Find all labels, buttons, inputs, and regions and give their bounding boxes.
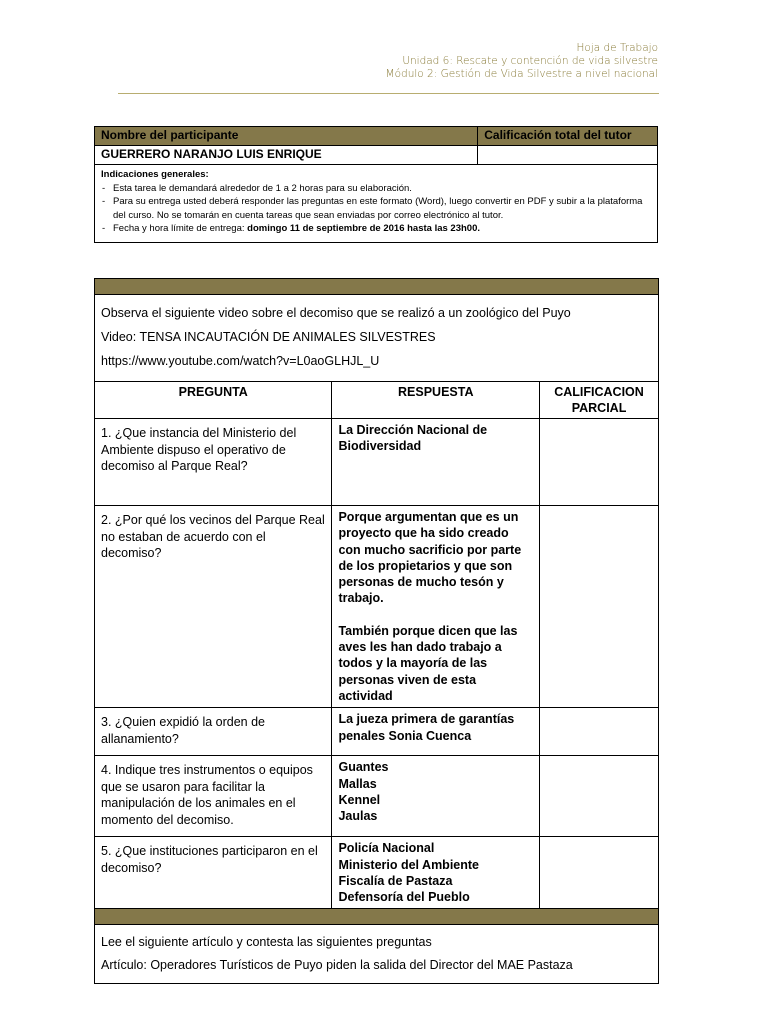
indication-item-deadline — [101, 222, 651, 236]
question-cell: 4. Indique tres instrumentos o equipos que se usaron para facilitar la manipulación de los animales en el momento del decomiso. — [95, 756, 332, 837]
video-title: Video: TENSA INCAUTACIÓN DE ANIMALES SILVESTRES — [101, 330, 436, 344]
answer-line: Porque argumentan que es un proyecto que ha sido creado con mucho sacrificio por parte de los propietarios y que son personas de mucho tesón y trabajo. — [338, 510, 522, 606]
column-header-answer: RESPUESTA — [332, 382, 540, 419]
answer-cell[interactable] — [332, 419, 540, 506]
answer-line: Jaulas — [338, 809, 378, 824]
document-header — [386, 42, 658, 81]
indications-list — [101, 182, 651, 236]
answer-line: La jueza primera de garantías penales Sonia Cuenca — [338, 712, 515, 743]
indications-title: Indicaciones generales: — [101, 169, 209, 180]
header-line-1: Hoja de Trabajo — [576, 42, 658, 54]
deadline-label: Fecha y hora límite de entrega: — [113, 223, 248, 234]
indication-item: - Para su entrega usted deberá responder las preguntas en este formato (Word), luego convertir en PDF y subir a la plataforma del curso. No se tomarán en cuenta tareas que sean enviadas por correo electrónico al tutor. — [101, 195, 651, 222]
grade-cell[interactable] — [540, 837, 659, 909]
participant-table — [94, 126, 658, 243]
answer-line: También porque dicen que las aves les han dado trabajo a todos y la mayoría de las personas viven de esta actividad — [338, 623, 518, 703]
tutor-grade-cell[interactable] — [478, 146, 658, 165]
answer-line: La Dirección Nacional de Biodiversidad — [338, 423, 488, 454]
grade-cell[interactable] — [540, 506, 659, 708]
answer-line: Ministerio del Ambiente — [338, 857, 479, 872]
tutor-grade-header: Calificación total del tutor — [478, 127, 658, 146]
participant-name[interactable]: GUERRERO NARANJO LUIS ENRIQUE — [95, 146, 478, 165]
header-divider — [118, 93, 659, 94]
answer-line: Defensoría del Pueblo — [338, 890, 470, 905]
general-indications — [95, 165, 658, 243]
table-row — [95, 419, 659, 506]
answer-cell[interactable] — [332, 837, 540, 909]
question-cell: 2. ¿Por qué los vecinos del Parque Real no estaban de acuerdo con el decomiso? — [95, 506, 332, 708]
indication-item: - Esta tarea le demandará alrededor de 1 a 2 horas para su elaboración. — [101, 182, 651, 196]
answer-line: Kennel — [338, 792, 381, 807]
table-row — [95, 708, 659, 756]
grade-cell[interactable] — [540, 708, 659, 756]
column-header-grade: CALIFICACION PARCIAL — [540, 382, 659, 419]
article-title: Artículo: Operadores Turísticos de Puyo piden la salida del Director del MAE Pastaza — [101, 958, 573, 973]
answer-line: Mallas — [338, 776, 377, 791]
answer-line: Guantes — [338, 760, 389, 775]
participant-name-header: Nombre del participante — [95, 127, 478, 146]
activity-table — [94, 278, 659, 984]
header-line-2: Unidad 6: Rescate y contención de vida silvestre — [402, 55, 658, 67]
video-url-link[interactable]: https://www.youtube.com/watch?v=L0aoGLHJL_U — [101, 354, 380, 368]
column-header-question: PREGUNTA — [95, 382, 332, 419]
table-row — [95, 756, 659, 837]
answer-cell[interactable] — [332, 756, 540, 837]
video-instructions — [95, 295, 659, 382]
section-band-middle — [95, 909, 659, 925]
answer-line: Policía Nacional — [338, 841, 435, 856]
question-cell: 5. ¿Que instituciones participaron en el decomiso? — [95, 837, 332, 909]
section-band-top — [95, 279, 659, 295]
answer-cell[interactable] — [332, 708, 540, 756]
question-cell: 1. ¿Que instancia del Ministerio del Ambiente dispuso el operativo de decomiso al Parque Real? — [95, 419, 332, 506]
table-row — [95, 506, 659, 708]
video-instruction-text: Observa el siguiente video sobre el decomiso que se realizó a un zoológico del Puyo — [101, 306, 571, 320]
article-instruction-text: Lee el siguiente artículo y contesta las siguientes preguntas — [101, 935, 432, 950]
question-cell: 3. ¿Quien expidió la orden de allanamiento? — [95, 708, 332, 756]
answer-cell[interactable] — [332, 506, 540, 708]
table-row — [95, 837, 659, 909]
deadline-value: domingo 11 de septiembre de 2016 hasta las 23h00. — [247, 223, 480, 234]
grade-cell[interactable] — [540, 419, 659, 506]
answer-line: Fiscalía de Pastaza — [338, 873, 453, 888]
article-instructions — [95, 925, 659, 984]
grade-cell[interactable] — [540, 756, 659, 837]
header-line-3: Módulo 2: Gestión de Vida Silvestre a nivel nacional — [385, 68, 658, 80]
